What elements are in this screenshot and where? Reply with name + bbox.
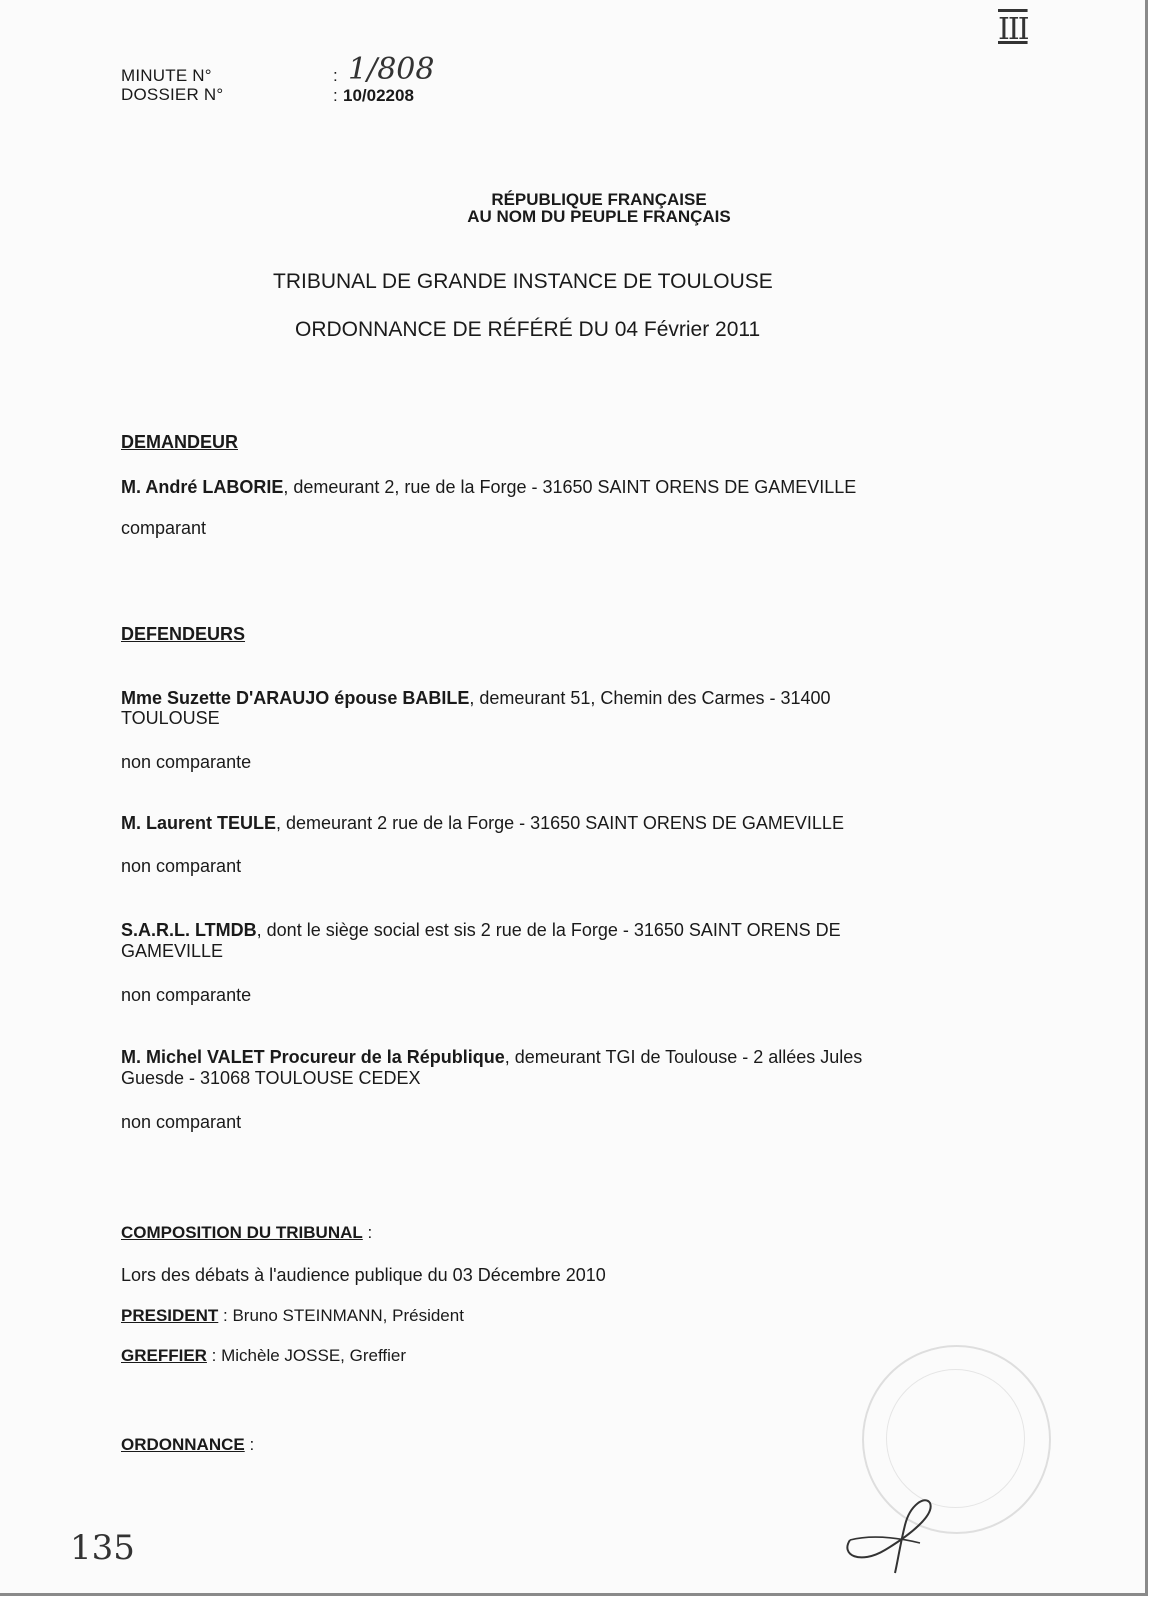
demandeur-name: M. André LABORIE — [121, 477, 284, 497]
tribunal-heading: TRIBUNAL DE GRANDE INSTANCE DE TOULOUSE — [273, 270, 773, 293]
defendeur-status: non comparante — [121, 985, 252, 1005]
defendeur-address: , demeurant 51, Chemin des Carmes - 31400 — [469, 688, 831, 708]
corner-mark: III — [998, 12, 1028, 47]
ordonnance-title: ORDONNANCE DE RÉFÉRÉ DU 04 Février 2011 — [295, 318, 761, 341]
president-label: PRESIDENT — [121, 1306, 219, 1325]
defendeur-status: non comparante — [121, 752, 252, 772]
republique-heading: RÉPUBLIQUE FRANÇAISE — [491, 190, 707, 209]
ordonnance-heading: ORDONNANCE : — [121, 1435, 255, 1454]
greffier-value: : Michèle JOSSE, Greffier — [206, 1346, 406, 1365]
greffier-label: GREFFIER — [121, 1346, 207, 1365]
defendeur-address: , demeurant TGI de Toulouse - 2 allées Jules — [504, 1047, 863, 1067]
defendeurs-heading: DEFENDEURS — [121, 624, 246, 644]
minute-label: MINUTE N° — [121, 66, 212, 85]
defendeur-name: M. Michel VALET Procureur de la République — [121, 1047, 505, 1067]
defendeur-address: , dont le siège social est sis 2 rue de la Forge - 31650 SAINT ORENS DE — [256, 920, 841, 940]
dossier-label: DOSSIER N° — [121, 85, 224, 104]
demandeur-status: comparant — [121, 518, 207, 538]
defendeur-address: , demeurant 2 rue de la Forge - 31650 SAINT ORENS DE GAMEVILLE — [276, 813, 844, 833]
defendeur-name: S.A.R.L. LTMDB — [121, 920, 257, 940]
demandeur-address: , demeurant 2, rue de la Forge - 31650 SAINT ORENS DE GAMEVILLE — [283, 477, 857, 497]
peuple-heading: AU NOM DU PEUPLE FRANÇAIS — [467, 207, 731, 226]
defendeur-status: non comparant — [121, 856, 242, 876]
defendeur-address-continued: TOULOUSE — [121, 708, 220, 728]
defendeur-address-continued: Guesde - 31068 TOULOUSE CEDEX — [121, 1068, 421, 1088]
minute-colon: : — [333, 66, 338, 85]
greffier-line — [121, 1346, 406, 1366]
defendeur-entry — [121, 1047, 862, 1068]
demandeur-entry — [121, 477, 856, 498]
dossier-colon: : — [333, 86, 338, 105]
debats-line: Lors des débats à l'audience publique du 03 Décembre 2010 — [121, 1265, 606, 1285]
defendeur-address-continued: GAMEVILLE — [121, 941, 224, 961]
defendeur-entry — [121, 813, 844, 834]
defendeur-entry — [121, 688, 831, 709]
composition-heading: COMPOSITION DU TRIBUNAL : — [121, 1223, 373, 1242]
court-stamp-inner-ring — [886, 1369, 1025, 1508]
defendeur-name: M. Laurent TEULE — [121, 813, 277, 833]
minute-value: 1/808 — [348, 52, 435, 87]
signature — [840, 1495, 960, 1575]
president-value: : Bruno STEINMANN, Président — [218, 1306, 464, 1325]
defendeur-entry — [121, 920, 841, 941]
dossier-value: 10/02208 — [343, 86, 414, 105]
president-line — [121, 1306, 464, 1326]
demandeur-heading: DEMANDEUR — [121, 432, 238, 452]
defendeur-status: non comparant — [121, 1112, 242, 1132]
defendeur-name: Mme Suzette D'ARAUJO épouse BABILE — [121, 688, 470, 708]
page-number: 135 — [70, 1528, 135, 1568]
